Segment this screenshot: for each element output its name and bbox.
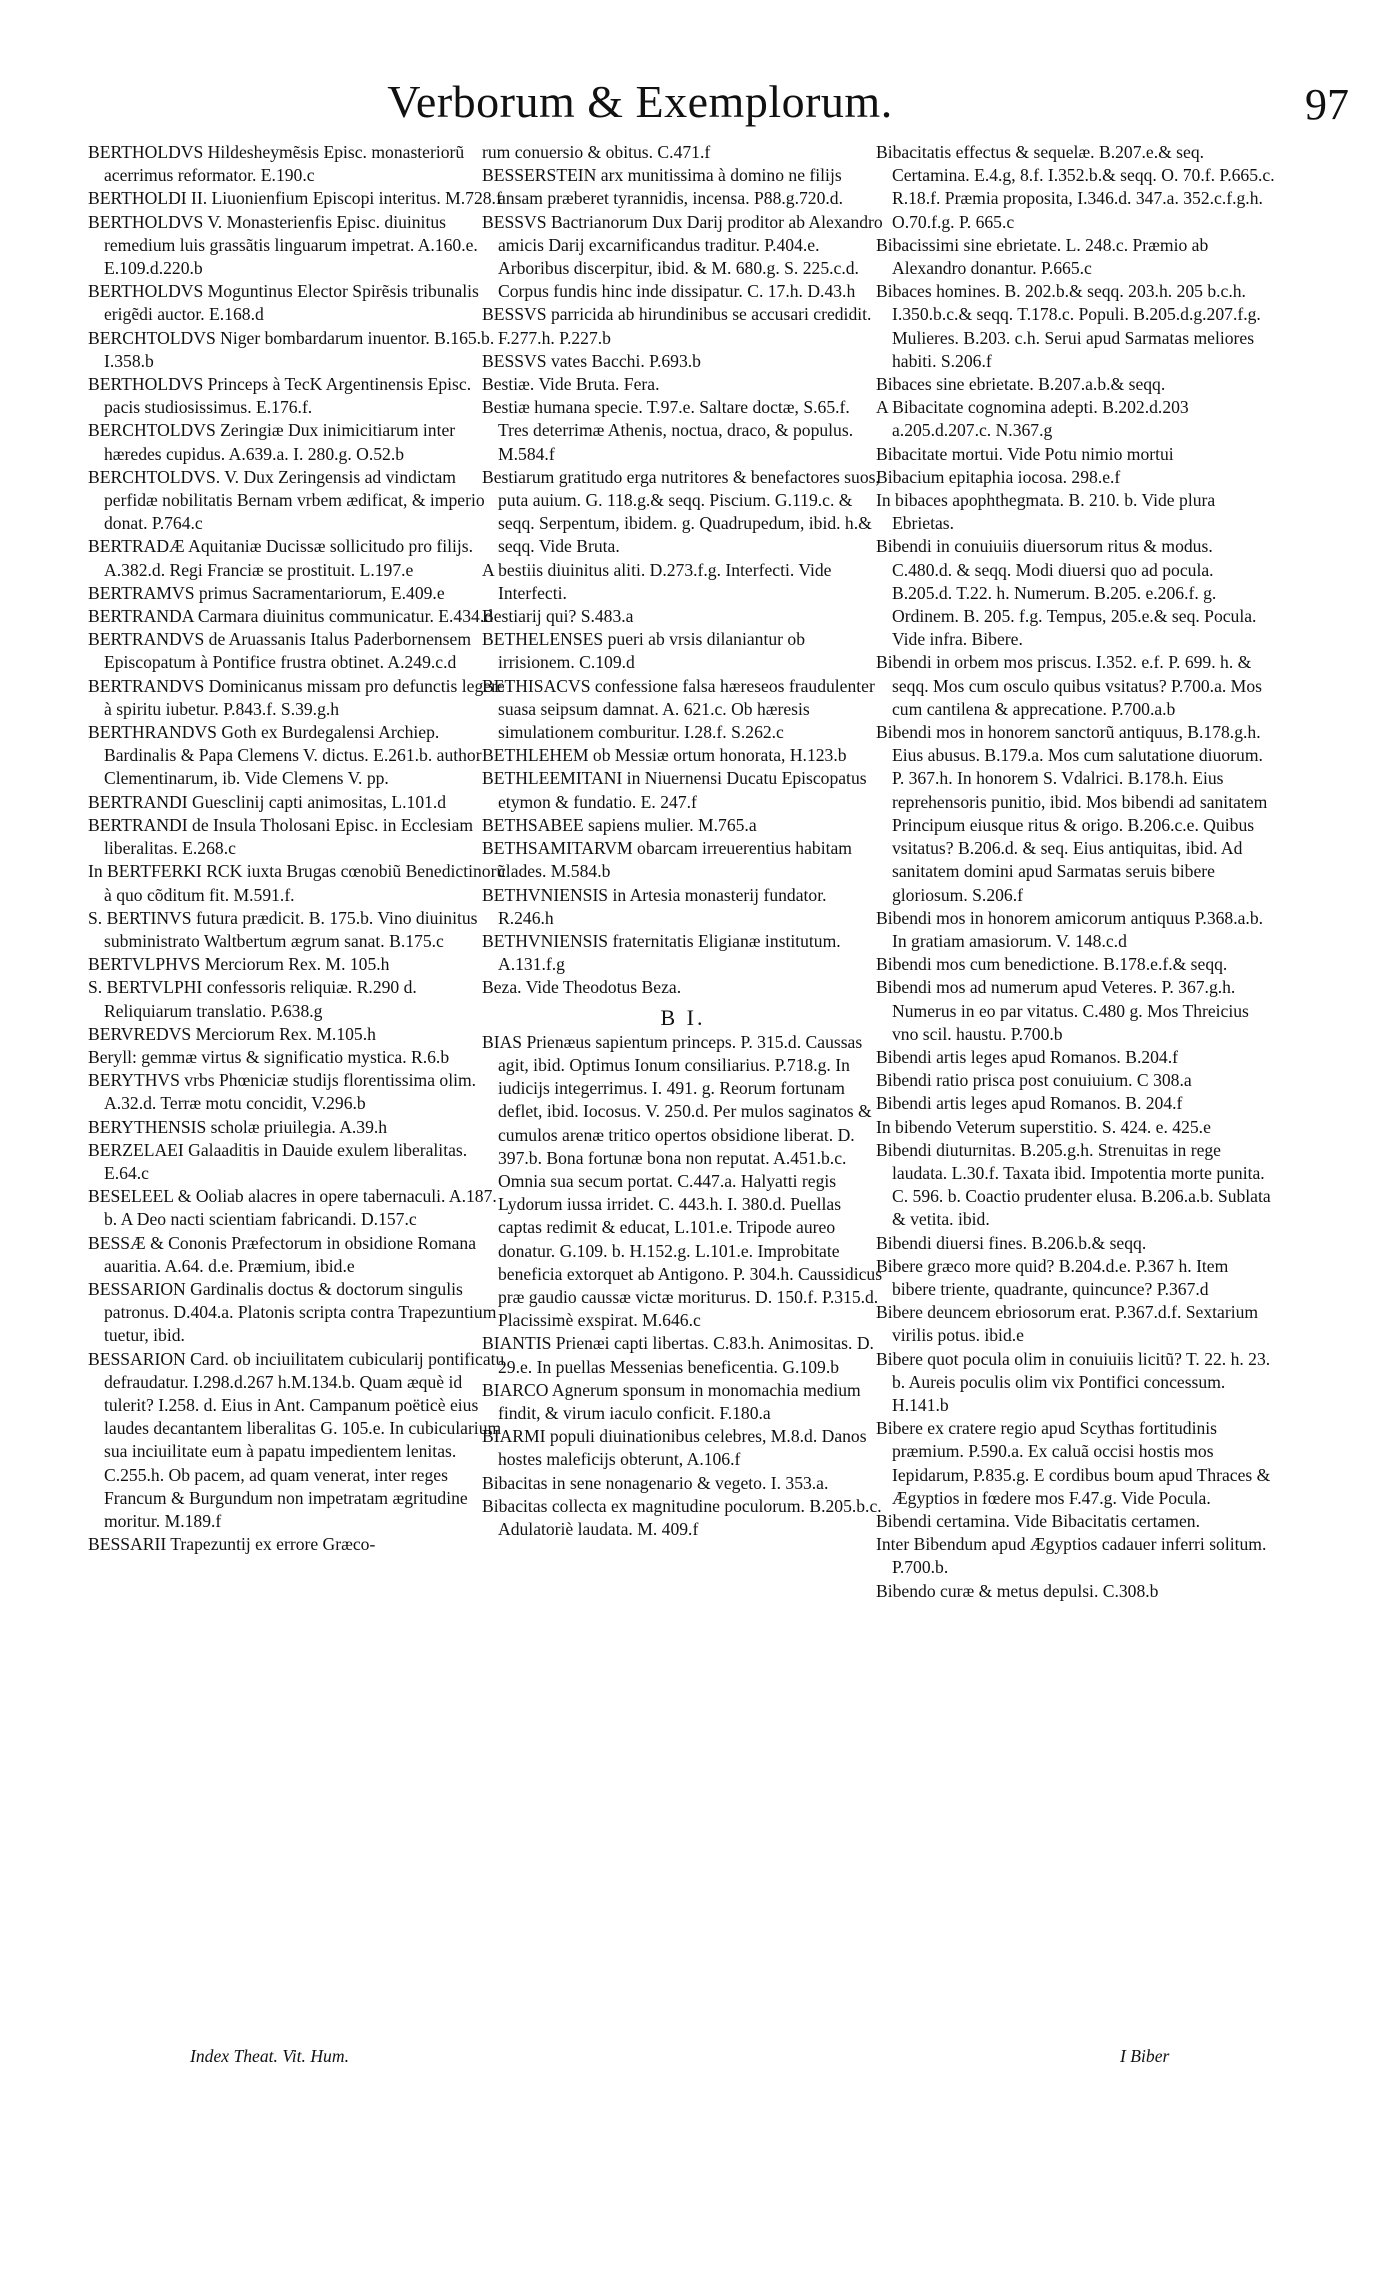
index-entry: BERTRAMVS primus Sacramentariorum, E.409.e xyxy=(88,582,445,603)
index-entry: Bibaces homines. B. 202.b.& seqq. 203.h. 205 b.c.h. I.350.b.c.& seqq. T.178.c. Populi. B.205.d.g.207.f.g. Mulieres. B.203. c.h. Serui apud Sarmatas meliores habiti. S.206.f xyxy=(876,281,1261,371)
index-entry: Bibere deuncem ebriosorum erat. P.367.d.f. Sextarium virilis potus. ibid.e xyxy=(876,1302,1259,1346)
column-middle-entries xyxy=(482,141,884,1000)
index-entry: Bibendi mos in honorem sanctorũ antiquus, B.178.g.h. Eius abusus. B.179.a. Mos cum salutatione diuorum. P. 367.h. In honorem S. Vdalrici. B.178.h. Eius reprehensoris punitio, ibid. Mos bibendi ad sanitatem Principum eiusque ritus & origo. B.206.c.e. Quibus vsitatus? B.206.d. & seq. Eius antiquitas, ibid. Ad sanitatem domini apud Sarmatas seruis bibere gloriosum. S.206.f xyxy=(876,722,1268,905)
index-entry: Beryll: gemmæ virtus & significatio mystica. R.6.b xyxy=(88,1046,450,1067)
page-number: 97 xyxy=(1305,80,1349,129)
index-entry: Bibendi certamina. Vide Bibacitatis certamen. xyxy=(876,1510,1200,1531)
index-column-left xyxy=(88,141,508,1556)
index-entry: S. BERTVLPHI confessoris reliquiæ. R.290 d. Reliquiarum translatio. P.638.g xyxy=(88,977,417,1021)
index-entry: In bibaces apophthegmata. B. 210. b. Vide plura Ebrietas. xyxy=(876,490,1216,534)
index-entry: BETHLEHEM ob Messiæ ortum honorata, H.123.b xyxy=(482,745,847,766)
index-entry: BERTHOLDVS Princeps à TecK Argentinensis Episc. pacis studiosissimus. E.176.f. xyxy=(88,374,472,418)
index-entry: S. BERTINVS futura prædicit. B. 175.b. Vino diuinitus subministrato Waltbertum ægrum sanat. B.175.c xyxy=(88,907,478,951)
index-entry: Bibacitas collecta ex magnitudine poculorum. B.205.b.c. Adulatoriè laudata. M. 409.f xyxy=(482,1495,882,1539)
index-column-right xyxy=(876,141,1276,1603)
index-entry: BERTHOLDI II. Liuonienfium Episcopi interitus. M.728.f xyxy=(88,188,502,209)
index-entry: BERYTHVS vrbs Phœniciæ studijs florentissima olim. A.32.d. Terræ motu concidit, V.296.b xyxy=(88,1070,477,1114)
index-entry: Bibendi diuersi fines. B.206.b.& seqq. xyxy=(876,1232,1147,1253)
index-entry: BESSVS vates Bacchi. P.693.b xyxy=(482,350,701,371)
index-entry: Bibacium epitaphia iocosa. 298.e.f xyxy=(876,466,1121,487)
index-entry: BERYTHENSIS scholæ priuilegia. A.39.h xyxy=(88,1116,388,1137)
index-entry: BERTHOLDVS Hildesheymẽsis Episc. monasteriorũ acerrimus reformator. E.190.c xyxy=(88,142,465,186)
index-entry: BETHLEEMITANI in Niuernensi Ducatu Episcopatus etymon & fundatio. E. 247.f xyxy=(482,768,867,812)
footer-catchword-left: Index Theat. Vit. Hum. xyxy=(190,2046,349,2066)
index-entry: BERTHOLDVS Moguntinus Elector Spirẽsis tribunalis erigẽdi auctor. E.168.d xyxy=(88,281,479,325)
index-entry: A Bibacitate cognomina adepti. B.202.d.203 a.205.d.207.c. N.367.g xyxy=(876,397,1189,441)
index-entry: BESSARION Gardinalis doctus & doctorum singulis patronus. D.404.a. Platonis scripta contra Trapezuntium tuetur, ibid. xyxy=(88,1278,497,1346)
index-entry: In BERTFERKI RCK iuxta Brugas cœnobiũ Benedictinorũ à quo cõditum fit. M.591.f. xyxy=(88,861,506,905)
index-entry: BERTHOLDVS V. Monasterienfis Episc. diuinitus remedium luis grassãtis linguarum impetrat. A.160.e. E.109.d.220.b xyxy=(88,211,478,279)
index-entry: BETHVNIENSIS fraternitatis Eligianæ institutum. A.131.f.g xyxy=(482,930,841,975)
index-entry: Bibendi diuturnitas. B.205.g.h. Strenuitas in rege laudata. L.30.f. Taxata ibid. Impotentia morte punita. C. 596. b. Coactio prudenter elusa. B.206.a.b. Sublata & vetita. ibid. xyxy=(876,1139,1271,1230)
index-entry: BERTRADÆ Aquitaniæ Ducissæ sollicitudo pro filijs. A.382.d. Regi Franciæ se prostituit. L.197.e xyxy=(88,536,474,580)
index-entry: BIARMI populi diuinationibus celebres, M.8.d. Danos hostes maleficijs obterunt, A.106.f xyxy=(482,1426,867,1470)
index-entry: Bestiæ. Vide Bruta. Fera. xyxy=(482,374,660,395)
index-entry: Bibacitate mortui. Vide Potu nimio mortui xyxy=(876,443,1174,464)
index-entry: BIARCO Agnerum sponsum in monomachia medium findit, & virum iaculo conficit. F.180.a xyxy=(482,1379,861,1423)
index-entry: Beza. Vide Theodotus Beza. xyxy=(482,977,682,998)
index-entry: BERZELAEI Galaaditis in Dauide exulem liberalitas. E.64.c xyxy=(88,1139,468,1183)
index-entry: Bibendi in orbem mos priscus. I.352. e.f. P. 699. h. & seqq. Mos cum osculo quibus vsitatus? P.700.a. Mos cum cantilena & apprecatione. P.700.a.b xyxy=(876,652,1262,719)
index-entry: BERCHTOLDVS. V. Dux Zeringensis ad vindictam perfidæ nobilitatis Bernam vrbem ædificat, & imperio donat. P.764.c xyxy=(88,466,485,534)
index-entry: BERTRANDA Carmara diuinitus communicatur. E.434.d xyxy=(88,606,494,627)
section-heading-bi: B I. xyxy=(660,1004,706,1030)
footer-catchword-right: I Biber xyxy=(1120,2046,1170,2066)
index-entry: BERTRANDI Guesclinij capti animositas, L.101.d xyxy=(88,791,447,812)
index-entry: In bibendo Veterum superstitio. S. 424. e. 425.e xyxy=(876,1116,1211,1137)
index-entry: BERCHTOLDVS Zeringiæ Dux inimicitiarum inter hæredes cupidus. A.639.a. I. 280.g. O.52.b xyxy=(88,420,456,464)
index-entry: BESSERSTEIN arx munitissima à domino ne filijs ansam præberet tyrannidis, incensa. P88.g.720.d. xyxy=(482,165,843,209)
index-entry: BERTRANDI de Insula Tholosani Episc. in Ecclesiam liberalitas. E.268.c xyxy=(88,814,474,859)
index-entry: BIANTIS Prienæi capti libertas. C.83.h. Animositas. D. 29.e. In puellas Messenias beneficentia. G.109.b xyxy=(482,1333,874,1377)
index-entry: BERTVLPHVS Merciorum Rex. M. 105.h xyxy=(88,954,390,975)
index-entry: BERTRANDVS de Aruassanis Italus Paderbornensem Episcopatum à Pontifice frustra obtinet. A.249.c.d xyxy=(88,629,472,673)
index-entry: BESSARII Trapezuntij ex errore Græco- xyxy=(88,1534,376,1555)
page-title: Verborum & Exemplorum. xyxy=(387,76,893,127)
index-entry: Bibendi mos cum benedictione. B.178.e.f.& seqq. xyxy=(876,954,1228,975)
index-entry: BETHSABEE sapiens mulier. M.765.a xyxy=(482,814,757,835)
index-entry: Bibendi artis leges apud Romanos. B. 204.f xyxy=(876,1093,1183,1114)
index-entry: BETHVNIENSIS in Artesia monasterij fundator. R.246.h xyxy=(482,884,827,928)
index-entry: BESSVS parricida ab hirundinibus se accusari credidit. F.277.h. P.227.b xyxy=(482,304,872,348)
index-column-middle xyxy=(482,141,884,1541)
index-entry: Bestiarum gratitudo erga nutritores & benefactores suos, puta auium. G. 118.g.& seqq. Piscium. G.119.c. & seqq. Serpentum, ibidem. g. Quadrupedum, ibid. h.& seqq. Vide Bruta. xyxy=(482,466,880,557)
index-entry: BESSÆ & Cononis Præfectorum in obsidione Romana auaritia. A.64. d.e. Præmium, ibid.e xyxy=(88,1232,477,1276)
index-entry: Bibendi mos in honorem amicorum antiquus P.368.a.b. In gratiam amasiorum. V. 148.c.d xyxy=(876,907,1264,951)
index-entry: Bibendi artis leges apud Romanos. B.204.f xyxy=(876,1046,1178,1067)
index-entry: Inter Bibendum apud Ægyptios cadauer inferri solitum. P.700.b. xyxy=(876,1534,1267,1578)
index-entry: Bibendi in conuiuiis diuersorum ritus & modus. C.480.d. & seqq. Modi diuersi quo ad pocula. B.205.d. T.22. h. Numerum. B.205. e.206.f. g. Ordinem. B. 205. f.g. Tempus, 205.e.& seq. Pocula. Vide infra. Bibere. xyxy=(876,536,1257,650)
index-entry: Bestiæ humana specie. T.97.e. Saltare doctæ, S.65.f. Tres deterrimæ Athenis, noctua, draco, & populus. M.584.f xyxy=(482,397,854,464)
index-entry: Bibacissimi sine ebrietate. L. 248.c. Præmio ab Alexandro donantur. P.665.c xyxy=(876,234,1209,279)
index-entry: BESELEEL & Ooliab alacres in opere tabernaculi. A.187. b. A Deo nacti scientiam fabricandi. D.157.c xyxy=(88,1186,497,1230)
index-entry: BIAS Prienæus sapientum princeps. P. 315.d. Caussas agit, ibid. Optimus Ionum consiliarius. P.718.g. In iudicijs integerrimus. I. 491. g. Reorum fortunam deflet, ibid. Iocosus. V. 250.d. Per mulos saginatos & cumulos arenæ tritico opertos obsidione liberat. D. 397.b. Bona fortunæ bona non reputat. A.451.b.c. Omnia sua secum portat. C.447.a. Halyatti regis Lydorum iussa irridet. C. 443.h. I. 380.d. Puellas captas redimit & educat, L.101.e. Tripode aureo donatur. G.109. b. H.152.g. L.101.e. Improbitate beneficia extorquet ab Antigono. P. 304.h. Caussidicus præ gaudio caussæ victæ moriturus. D. 150.f. P.315.d. Placissimè exspirat. M.646.c xyxy=(482,1031,883,1331)
index-entry: Bibendi ratio prisca post conuiuium. C 308.a xyxy=(876,1070,1192,1091)
index-entry: BERTHRANDVS Goth ex Burdegalensi Archiep. Bardinalis & Papa Clemens V. dictus. E.261.b. author Clementinarum, ib. Vide Clemens V. pp. xyxy=(88,722,482,789)
index-entry: BERVREDVS Merciorum Rex. M.105.h xyxy=(88,1023,376,1044)
index-entry: BETHSAMITARVM obarcam irreuerentius habitam clades. M.584.b xyxy=(482,838,852,882)
index-entry: Bibendi mos ad numerum apud Veteres. P. 367.g.h. Numerus in eo par vitatus. C.480 g. Mos Threicius vno scil. haustu. P.700.b xyxy=(876,977,1249,1044)
index-entry: Bibacitatis effectus & sequelæ. B.207.e.& seq. Certamina. E.4.g, 8.f. I.352.b.& seqq. O. 70.f. P.665.c. R.18.f. Præmia proposita, I.346.d. 347.a. 352.c.f.g.h. O.70.f.g. P. 665.c xyxy=(876,142,1275,232)
index-entry: Bibendo curæ & metus depulsi. C.308.b xyxy=(876,1580,1159,1601)
bi-section-entries xyxy=(482,1031,884,1541)
page-header xyxy=(0,75,1399,145)
index-entry: Bibere ex cratere regio apud Scythas fortitudinis præmium. P.590.a. Ex caluã occisi hostis mos Iepidarum, P.835.g. E cordibus boum apud Thraces & Ægyptios in fœdere mos F.47.g. Vide Pocula. xyxy=(876,1418,1271,1508)
index-entry: Bibacitas in sene nonagenario & vegeto. I. 353.a. xyxy=(482,1472,829,1493)
index-entry: A bestiis diuinitus aliti. D.273.f.g. Interfecti. Vide Interfecti. xyxy=(482,559,832,603)
index-entry: BESSVS Bactrianorum Dux Darij proditor ab Alexandro amicis Darij excarnificandus traditur. P.404.e. Arboribus discerpitur, ibid. & M. 680.g. S. 225.c.d. Corpus fundis hinc inde dissipatur. C. 17.h. D.43.h xyxy=(482,211,883,302)
index-entry: Bibaces sine ebrietate. B.207.a.b.& seqq. xyxy=(876,374,1166,395)
index-entry: BESSARION Card. ob inciuilitatem cubicularij pontificatu defraudatur. I.298.d.267 h.M.134.b. Quam æquè id tulerit? I.258. d. Eius in Ant. Campanum poëticè eius laudes decantantem liberalitas G. 105.e. In cubicularium sua inciuilitate eum à papatu impedientem lenitas. C.255.h. Ob pacem, ad quam venerat, inter reges Francum & Burgundum non impetratam ægritudine moritur. M.189.f xyxy=(88,1348,505,1531)
index-entry: Bibere quot pocula olim in conuiuiis licitũ? T. 22. h. 23. b. Aureis poculis olim vix Pontifici concessum. H.141.b xyxy=(876,1348,1271,1415)
index-entry: Bibere græco more quid? B.204.d.e. P.367 h. Item bibere triente, quadrante, quincunce? P.367.d xyxy=(876,1255,1229,1299)
index-entry: BERTRANDVS Dominicanus missam pro defunctis legere à spiritu iubetur. P.843.f. S.39.g.h xyxy=(88,675,505,719)
index-entry: BERCHTOLDVS Niger bombardarum inuentor. B.165.b. I.358.b xyxy=(88,327,495,371)
index-entry: rum conuersio & obitus. C.471.f xyxy=(482,142,711,162)
index-entry: BETHELENSES pueri ab vrsis dilaniantur ob irrisionem. C.109.d xyxy=(482,629,805,673)
index-entry: BETHISACVS confessione falsa hæreseos fraudulenter suasa seipsum damnat. A. 621.c. Ob hæresis simulationem comburitur. I.28.f. S.262.c xyxy=(482,675,875,743)
index-entry: Bestiarij qui? S.483.a xyxy=(482,606,634,627)
